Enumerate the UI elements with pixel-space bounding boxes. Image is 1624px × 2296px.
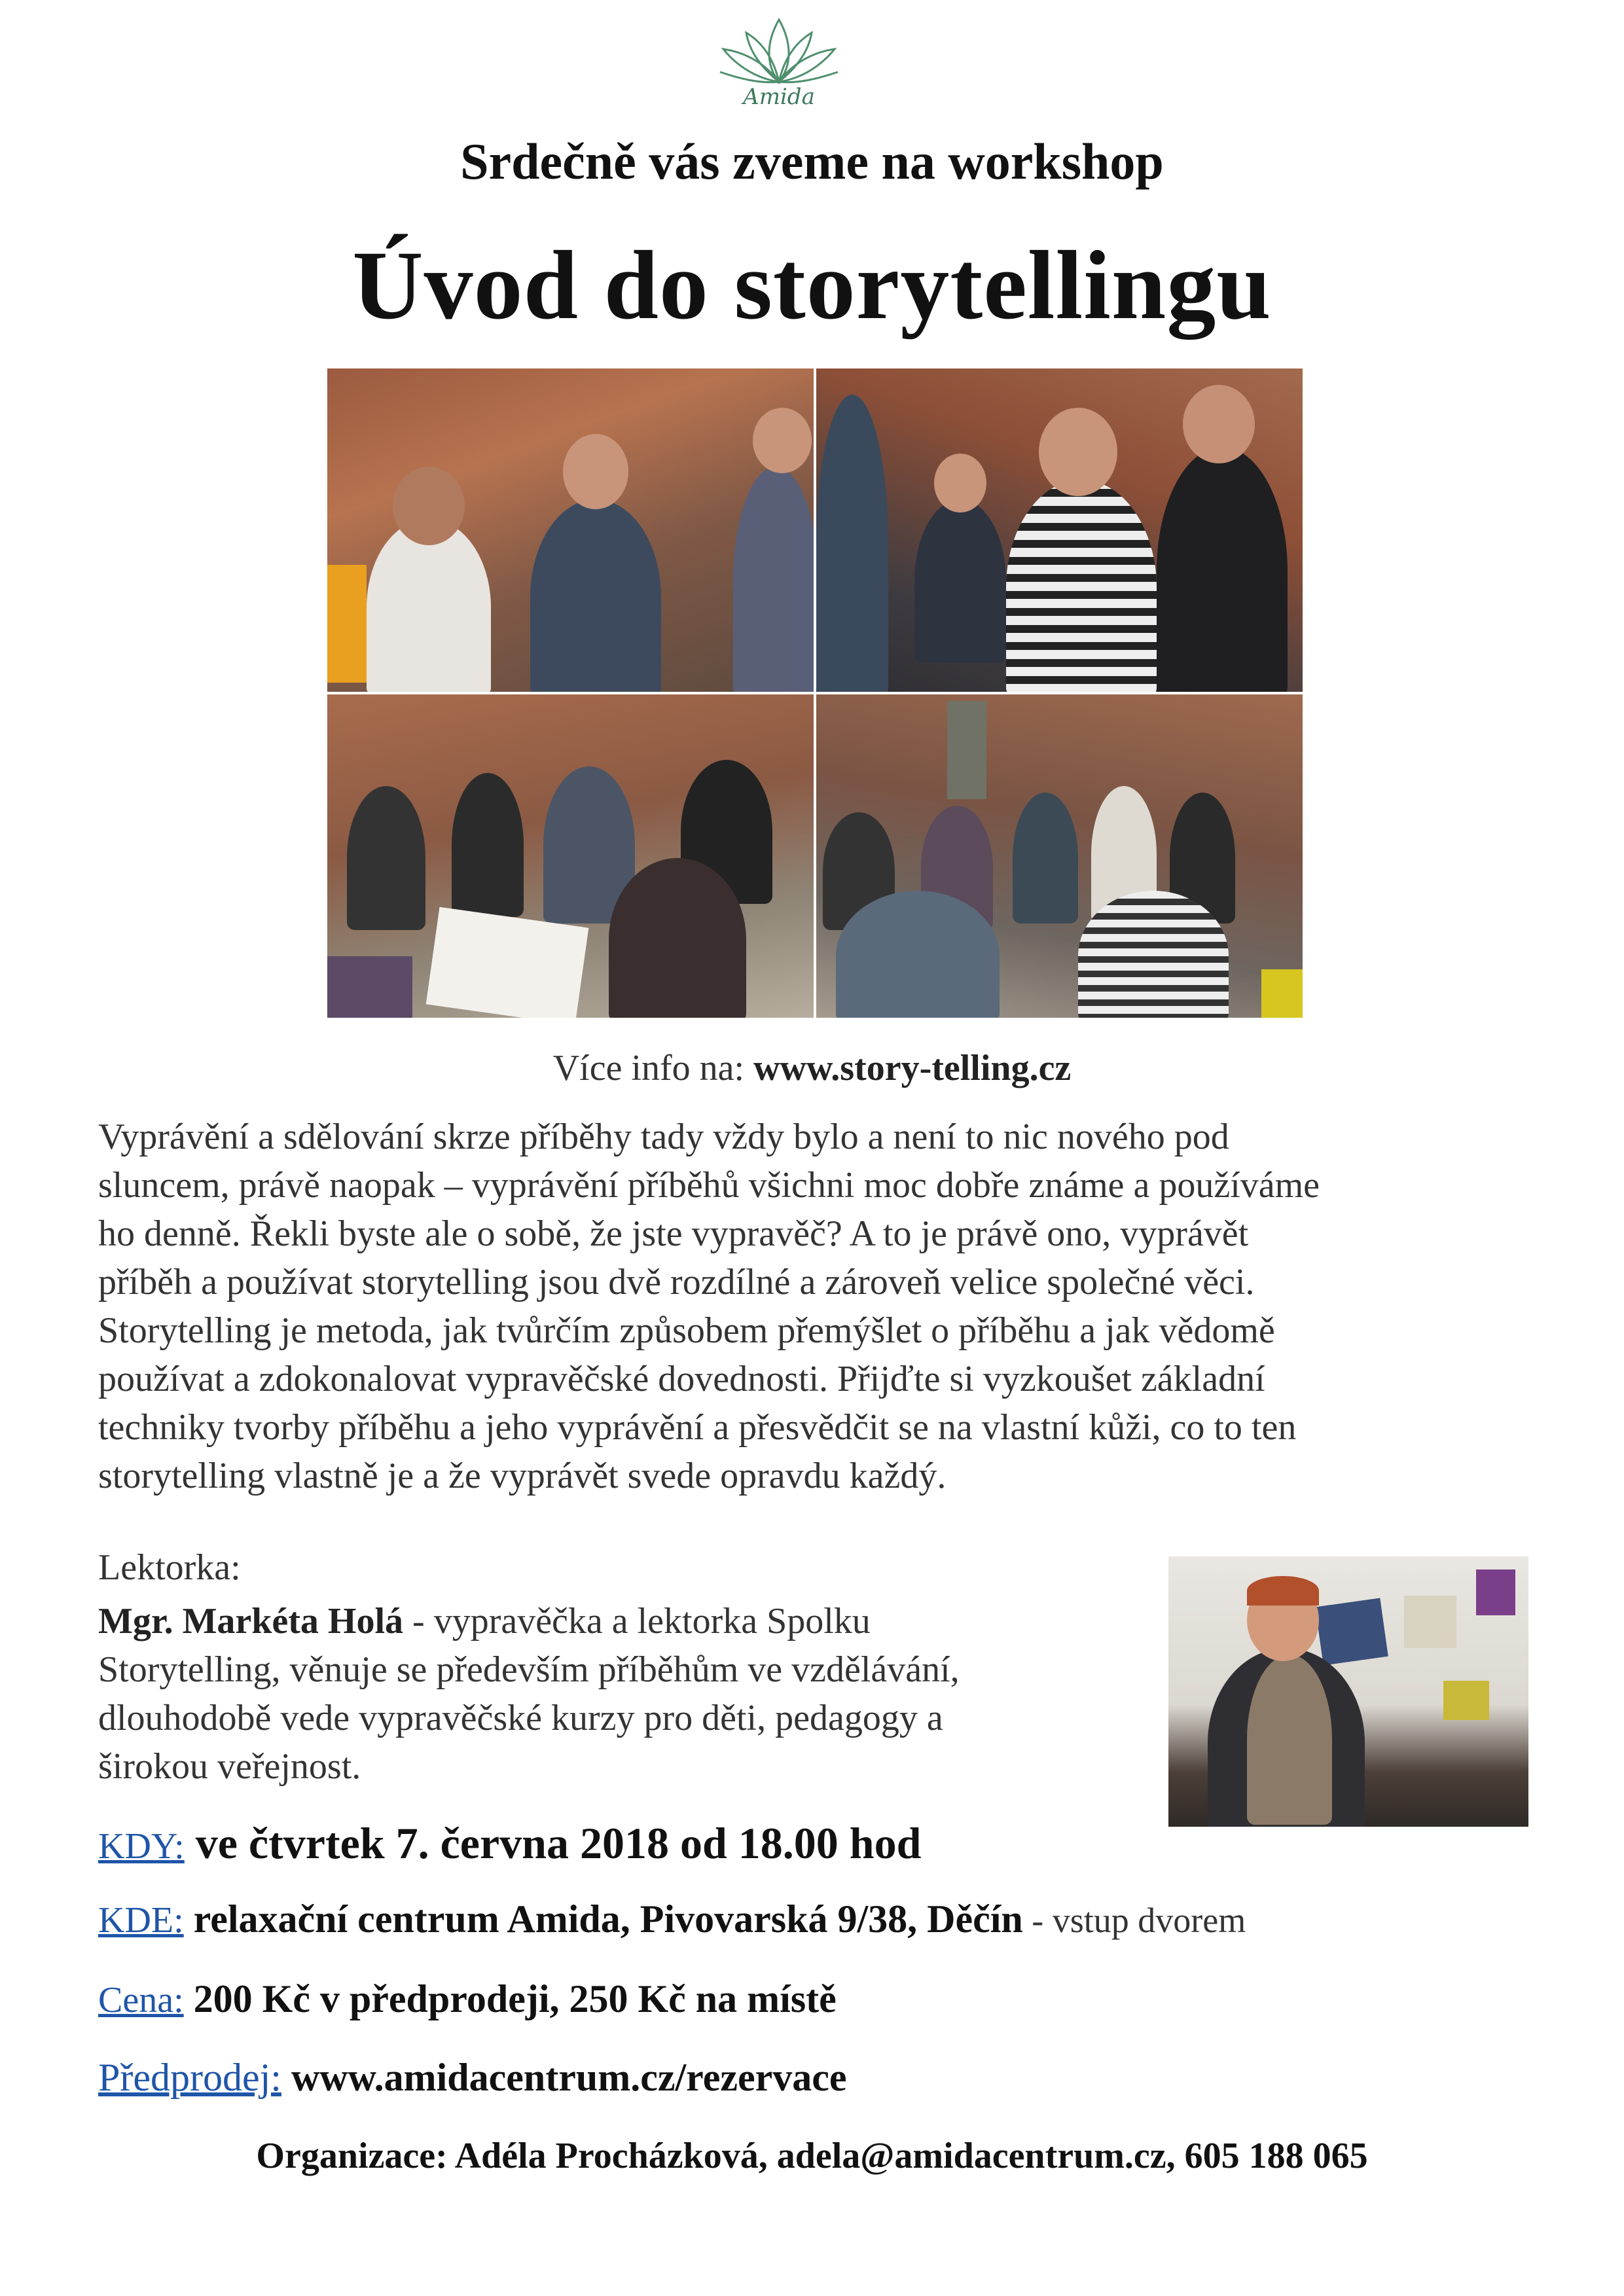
description (98, 1113, 1532, 1500)
price-row (98, 1977, 837, 2022)
workshop-photo-circle-group (816, 694, 1303, 1018)
lecturer-label: Lektorka: (98, 1547, 241, 1588)
lecturer-photo (1168, 1556, 1528, 1827)
where-value: relaxační centrum Amida, Pivovarská 9/38, Děčín (183, 1897, 1023, 1941)
page-title: Úvod do storytellingu (352, 231, 1272, 340)
where-row (98, 1897, 1246, 1942)
invite-heading: Srdečně vás zveme na workshop (460, 133, 1164, 190)
description-line: používat a zdokonalovat vypravěčské dovednosti. Přijďte si vyzkoušet základní (98, 1359, 1265, 1399)
description-line: sluncem, právě naopak – vyprávění příběhů všichni moc dobře známe a používáme (98, 1165, 1320, 1206)
amida-logo (700, 7, 857, 118)
presale-label[interactable]: Předprodej: (98, 2056, 281, 2099)
lecturer-bio-line: Storytelling, věnuje se především příběhům ve vzdělávání, (98, 1649, 960, 1690)
when-row (98, 1818, 921, 1869)
lecturer-name: Mgr. Markéta Holá (98, 1601, 404, 1641)
where-label[interactable]: KDE: (98, 1900, 184, 1941)
photo-collage (327, 368, 1303, 1021)
more-info-url[interactable]: www.story-telling.cz (753, 1048, 1072, 1088)
workshop-photo-circle-drawings (327, 694, 814, 1018)
organizer-line: Organizace: Adéla Procházková, adela@amidacentrum.cz, 605 188 065 (256, 2136, 1368, 2176)
lecturer-bio-line: dlouhodobě vede vypravěčské kurzy pro děti, pedagogy a (98, 1698, 943, 1738)
description-line: storytelling vlastně je a že vyprávět svede opravdu každý. (98, 1456, 947, 1496)
more-info-line (0, 1047, 1624, 1089)
price-value: 200 Kč v předprodeji, 250 Kč na místě (183, 1977, 837, 2020)
logo-text: Amida (743, 84, 815, 110)
description-line: Storytelling je metoda, jak tvůrčím způsobem přemýšlet o příběhu a jak vědomě (98, 1310, 1275, 1351)
lecturer-bio-rest: - vypravěčka a lektorka Spolku (403, 1601, 871, 1641)
where-note: - vstup dvorem (1022, 1901, 1246, 1940)
description-line: techniky tvorby příběhu a jeho vyprávění a přesvědčit se na vlastní kůži, co to ten (98, 1407, 1297, 1448)
presale-row (98, 2055, 847, 2100)
lecturer-bio-line: širokou veřejnost. (98, 1746, 361, 1787)
description-line: Vyprávění a sdělování skrze příběhy tady vždy bylo a není to nic nového pod (98, 1117, 1229, 1157)
workshop-photo-storyteller (816, 368, 1303, 692)
price-label[interactable]: Cena: (98, 1980, 184, 2020)
when-label[interactable]: KDY: (98, 1826, 185, 1867)
presale-value[interactable]: www.amidacentrum.cz/rezervace (281, 2056, 847, 2099)
workshop-photo-laughing (327, 368, 814, 692)
description-line: příběh a používat storytelling jsou dvě rozdílné a zároveň velice společné věci. (98, 1262, 1255, 1302)
description-line: ho denně. Řekli byste ale o sobě, že jste vypravěč? A to je právě ono, vyprávět (98, 1213, 1249, 1254)
lecturer-bio (98, 1597, 1146, 1791)
when-value: ve čtvrtek 7. června 2018 od 18.00 hod (184, 1818, 922, 1868)
more-info-prefix: Více info na: (552, 1048, 754, 1088)
